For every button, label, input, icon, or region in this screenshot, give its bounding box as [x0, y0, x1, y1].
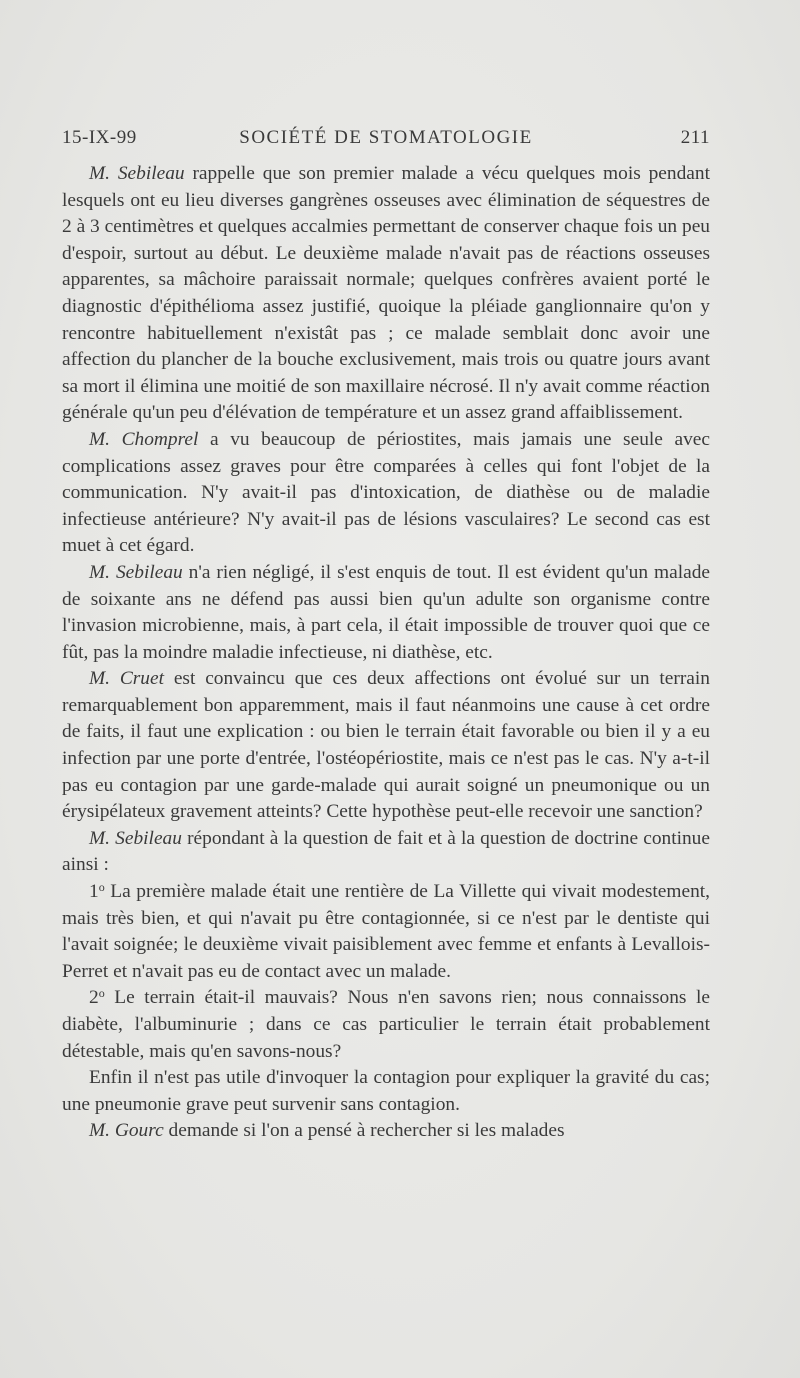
paragraph	[62, 427, 710, 560]
paragraph-text: La première malade était une rentière de La Villette qui vivait modestement, mais très bien, et qui n'avait pu être contagionnée, si ce n'est par le dentiste qui l'avait soignée; le deuxième vivait paisiblement avec femme et enfants à Levallois-Perret et n'avait pas eu de contact avec un malade.	[62, 881, 710, 982]
paragraph-text: est convaincu que ces deux affections ont évolué sur un terrain remarquablement bon apparemment, mais il faut néanmoins une cause à cet ordre de faits, il faut une explication : ou bien le terrain était favorable ou bien il y a eu infection par une porte d'entrée, l'ostéopériostite, mais ce n'est pas le cas. N'y a-t-il pas eu contagion par une garde-malade qui aurait soigné un pneumonique ou un érysipélateux gravement atteints? Cette hypothèse peut-elle recevoir une sanction?	[62, 668, 710, 823]
speaker-name: M. Sebileau	[89, 163, 185, 184]
paragraph-text: a vu beaucoup de périostites, mais jamais une seule avec complications assez graves pour être comparées à celles qui font l'objet de la communication. N'y avait-il pas d'intoxication, de diathèse ou de maladie infectieuse antérieure? N'y avait-il pas de lésions vasculaires? Le second cas est muet à cet égard.	[62, 428, 710, 557]
header-title: SOCIÉTÉ DE STOMATOLOGIE	[239, 127, 533, 148]
paragraph-text: demande si l'on a pensé à rechercher si les malades	[163, 1120, 565, 1142]
paragraph	[62, 1118, 710, 1145]
header-date: 15-IX-99	[62, 127, 137, 148]
ordinal-mark: o	[98, 880, 105, 895]
list-number: 1	[89, 881, 99, 903]
paragraph-text: n'a rien négligé, il s'est enquis de tout. Il est évident qu'un malade de soixante ans ne défend pas aussi bien qu'un adulte son organisme contre l'invasion microbienne, mais, à part cela, il était impossible de trouver quoi que ce fût, pas la moindre maladie infectieuse, ni diathèse, etc.	[62, 561, 710, 663]
paragraph	[62, 1065, 710, 1118]
speaker-name: M. Chomprel	[89, 428, 199, 450]
body-text	[62, 161, 710, 1145]
paragraph	[62, 985, 710, 1065]
running-header	[62, 127, 710, 155]
paragraph	[62, 666, 710, 826]
ordinal-mark: o	[98, 986, 105, 1001]
paragraph	[62, 826, 710, 879]
speaker-name: M. Gourc	[89, 1120, 164, 1142]
speaker-name: M. Sebileau	[89, 561, 183, 583]
speaker-name: M. Cruet	[89, 668, 164, 690]
speaker-name: M. Sebileau	[89, 827, 182, 849]
page-number: 211	[680, 127, 710, 148]
paragraph-text: Enfin il n'est pas utile d'invoquer la contagion pour expliquer la gravité du cas; une pneumonie grave peut survenir sans contagion.	[62, 1067, 710, 1115]
paragraph-text: Le terrain était-il mauvais? Nous n'en savons rien; nous connaissons le diabète, l'albuminurie ; dans ce cas particulier le terrain était probablement détestable, mais qu'en savons-nous?	[62, 987, 710, 1062]
paragraph-text: rappelle que son premier malade a vécu quelques mois pendant lesquels ont eu lieu diverses gangrènes osseuses avec élimination de séquestres de 2 à 3 centimètres et quelques accalmies permettant de conserver chaque fois un peu d'espoir, surtout au début. Le deuxième malade n'avait pas de réactions osseuses apparentes, sa mâchoire paraissait normale; quelques confrères avaient porté le diagnostic d'épithélioma assez justifié, quoique la pléiade ganglionnaire qu'on y rencontre habituellement n'existât pas ; ce malade semblait donc avoir une affection du plancher de la bouche exclusivement, mais trois ou quatre jours avant sa mort il élimina une moitié de son maxillaire nécrosé. Il n'y avait comme réaction générale qu'un peu d'élévation de température et un assez grand affaiblissement.	[62, 163, 710, 424]
paragraph-text: répondant à la question de fait et à la question de doctrine continue ainsi :	[62, 827, 710, 876]
paragraph	[62, 560, 710, 666]
list-number: 2	[89, 987, 99, 1009]
paragraph	[62, 879, 710, 985]
paragraph	[62, 161, 710, 427]
